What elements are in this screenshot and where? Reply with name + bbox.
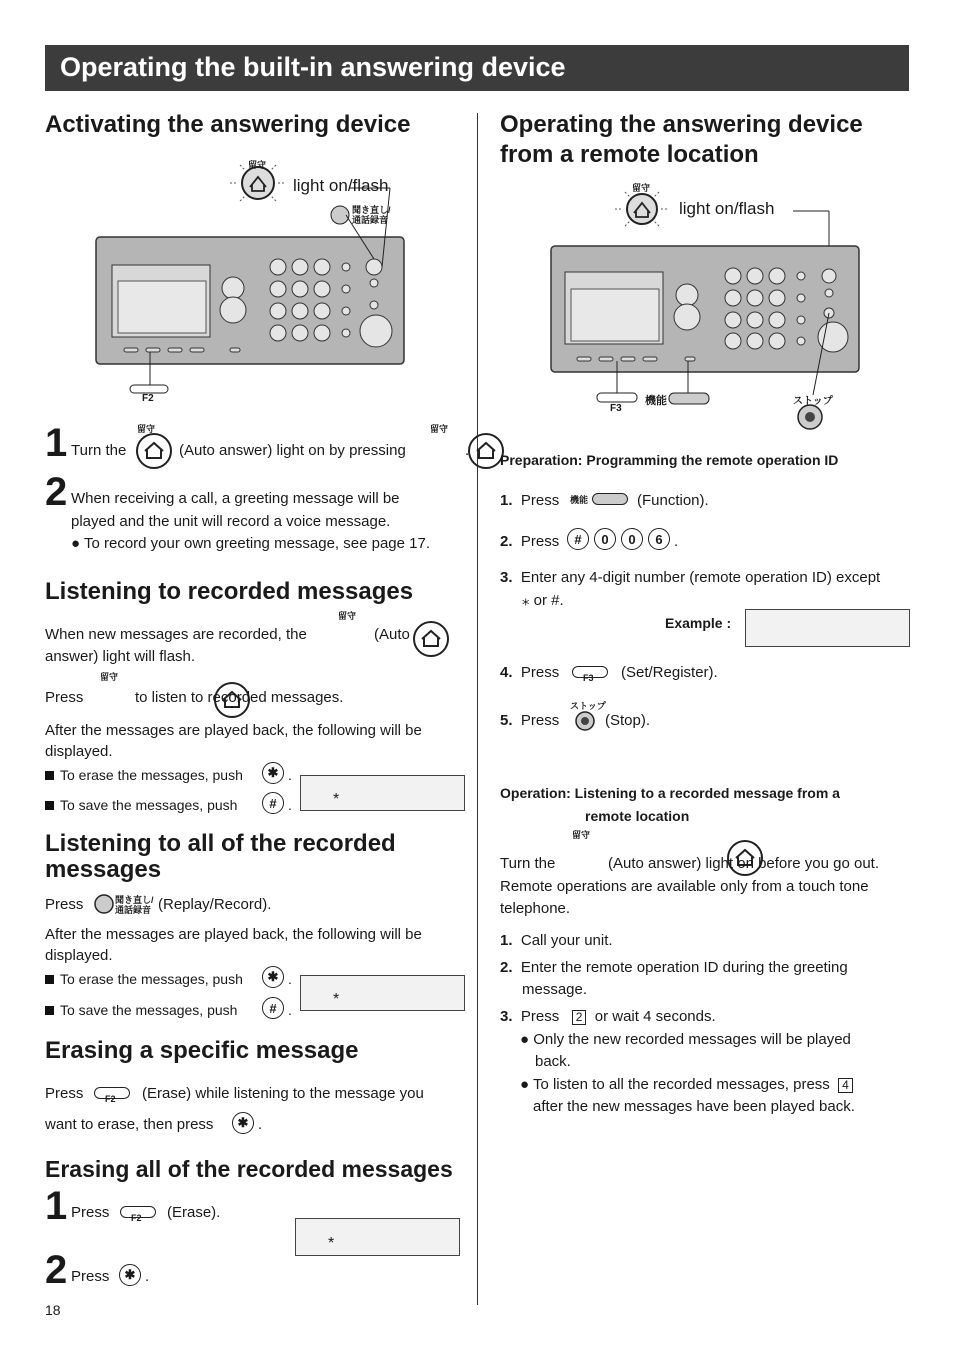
column-divider bbox=[477, 113, 478, 1305]
save-instruction: To save the messages, push bbox=[45, 1000, 237, 1020]
star-key-icon: ✱ bbox=[232, 1112, 254, 1134]
listening-p2a: Press bbox=[45, 689, 84, 706]
prep-step-4b: (Set/Register). bbox=[621, 664, 718, 681]
period: . bbox=[288, 971, 292, 987]
hash-key-icon: # bbox=[262, 792, 284, 814]
kinou-label: 機能 bbox=[570, 495, 589, 505]
step2-bullet: ● To record your own greeting message, see page 17. bbox=[71, 535, 431, 552]
zero-key-icon: 0 bbox=[621, 528, 643, 550]
rusu-label: 留守 bbox=[248, 160, 267, 170]
listening-p1a: When new messages are recorded, the bbox=[45, 626, 307, 643]
prep-step-1b: (Function). bbox=[637, 492, 709, 509]
step1-text-a: Turn the bbox=[71, 442, 127, 459]
step2-text: When receiving a call, a greeting message will be bbox=[71, 490, 400, 507]
replay-record-jp-label: 聞き直し/ 通話録音 bbox=[115, 895, 154, 915]
listening-all-p2: After the messages are played back, the following will be bbox=[45, 926, 422, 943]
f2-key-label: F2 bbox=[142, 393, 154, 404]
prep-step-5: 5. Press bbox=[500, 712, 560, 729]
period: . bbox=[288, 1002, 292, 1018]
heading-remote: Operating the answering device from a remote location bbox=[500, 111, 863, 168]
star-key-icon: ✱ bbox=[262, 762, 284, 784]
op-bullet-2b: after the new messages have been played back. bbox=[533, 1098, 855, 1115]
op-p2b: telephone. bbox=[500, 900, 571, 917]
star-key-icon: ✱ bbox=[262, 966, 284, 988]
replay-record-jp-label: 聞き直し/ 通話録音 bbox=[352, 205, 391, 225]
step-number: 1 bbox=[45, 1184, 68, 1228]
stop-button-icon bbox=[574, 710, 596, 732]
period: . bbox=[465, 442, 470, 459]
erasing-all-step1b: (Erase). bbox=[167, 1204, 221, 1221]
six-key-icon: 6 bbox=[648, 528, 670, 550]
erase-instruction: To erase the messages, push bbox=[45, 765, 243, 785]
prep-step-5b: (Stop). bbox=[605, 712, 651, 729]
period: . bbox=[674, 533, 679, 550]
hash-key-icon: # bbox=[262, 997, 284, 1019]
op-p1b: (Auto answer) light on before you go out. bbox=[608, 855, 879, 872]
stop-jp-label: ストップ bbox=[570, 701, 606, 711]
lcd-display bbox=[300, 775, 465, 811]
f3-key-label: F3 bbox=[610, 403, 622, 414]
step-number: 2 bbox=[45, 1248, 68, 1292]
rusu-label: 留守 bbox=[572, 830, 591, 840]
zero-key-icon: 0 bbox=[594, 528, 616, 550]
heading-listening-all: Listening to all of the recorded messages bbox=[45, 830, 396, 883]
erasing-specific-p1b: (Erase) while listening to the message you bbox=[142, 1085, 424, 1102]
op-p1a: Turn the bbox=[500, 855, 556, 872]
auto-answer-icon bbox=[615, 192, 669, 226]
page-number: 18 bbox=[45, 1302, 61, 1318]
op-step-1: 1. Call your unit. bbox=[500, 932, 613, 949]
rusu-label: 留守 bbox=[430, 424, 449, 434]
key-2-box: 2 bbox=[572, 1010, 587, 1025]
listening-all-p2b: displayed. bbox=[45, 947, 113, 964]
lcd-text: * bbox=[333, 991, 340, 1008]
listening-all-p1a: Press bbox=[45, 896, 84, 913]
hash-key-icon: # bbox=[567, 528, 589, 550]
op-step-2b: message. bbox=[522, 981, 588, 998]
op-heading: Operation: Listening to a recorded message from a remote location bbox=[500, 785, 840, 824]
erase-instruction: To erase the messages, push bbox=[45, 969, 243, 989]
prep-step-1: 1. Press bbox=[500, 492, 560, 509]
op-p2: Remote operations are available only from a touch tone bbox=[500, 878, 869, 895]
lcd-display bbox=[295, 1218, 460, 1256]
op-bullet-1b: back. bbox=[535, 1053, 571, 1070]
listening-p1c: answer) light will flash. bbox=[45, 648, 196, 665]
erasing-all-step1a: Press bbox=[71, 1204, 110, 1221]
step-number: 1 bbox=[45, 421, 68, 465]
op-step-3: 3. Press 2 or wait 4 seconds. bbox=[500, 1008, 716, 1025]
heading-erasing-specific: Erasing a specific message bbox=[45, 1037, 359, 1064]
prep-heading: Preparation: Programming the remote operation ID bbox=[500, 452, 839, 468]
light-on-flash-label: light on/flash bbox=[679, 199, 775, 218]
listening-all-p1b: (Replay/Record). bbox=[158, 896, 272, 913]
erasing-all-step2a: Press bbox=[71, 1268, 110, 1285]
stop-jp-label: ストップ bbox=[793, 396, 833, 407]
page-title: Operating the built-in answering device bbox=[60, 52, 566, 82]
period: . bbox=[288, 767, 292, 783]
op-bullet-2: ● To listen to all the recorded messages, press 4 bbox=[520, 1074, 853, 1096]
lcd-text: * bbox=[333, 791, 340, 808]
auto-answer-icon bbox=[136, 433, 172, 469]
replay-record-button-icon bbox=[93, 893, 115, 915]
light-on-flash-label: light on/flash bbox=[293, 176, 389, 195]
f3-key-label: F3 bbox=[583, 673, 594, 683]
save-instruction: To save the messages, push bbox=[45, 795, 237, 815]
key-4-box: 4 bbox=[838, 1078, 853, 1093]
heading-activating: Activating the answering device bbox=[45, 111, 411, 138]
step2-text2: played and the unit will record a voice message. bbox=[71, 513, 391, 530]
listening-p3b: displayed. bbox=[45, 743, 113, 760]
heading-listening: Listening to recorded messages bbox=[45, 578, 414, 605]
prep-step-3b: ⁎ or #. bbox=[522, 592, 564, 609]
period: . bbox=[288, 797, 292, 813]
op-step-2: 2. Enter the remote operation ID during the greeting bbox=[500, 959, 848, 976]
period: . bbox=[145, 1268, 150, 1285]
heading-erasing-all: Erasing all of the recorded messages bbox=[45, 1156, 453, 1182]
period: . bbox=[258, 1116, 263, 1133]
example-label: Example : bbox=[665, 615, 732, 631]
listening-p2b: to listen to recorded messages. bbox=[135, 689, 344, 706]
prep-step-2: 2. Press bbox=[500, 533, 560, 550]
lcd-display bbox=[745, 609, 910, 647]
f2-key-label: F2 bbox=[131, 1213, 142, 1223]
prep-step-3: 3. Enter any 4-digit number (remote operation ID) except bbox=[500, 569, 881, 586]
rusu-label: 留守 bbox=[137, 424, 156, 434]
erasing-specific-p1a: Press bbox=[45, 1085, 84, 1102]
lcd-text: * bbox=[328, 1235, 335, 1252]
rusu-label: 留守 bbox=[632, 183, 651, 193]
f2-key-label: F2 bbox=[105, 1094, 116, 1104]
step-number: 2 bbox=[45, 470, 68, 514]
step1-text-b: (Auto answer) light on by pressing bbox=[179, 442, 406, 459]
rusu-label: 留守 bbox=[100, 672, 119, 682]
rusu-label: 留守 bbox=[338, 611, 357, 621]
op-bullet-1: ● Only the new recorded messages will be played bbox=[520, 1031, 851, 1048]
listening-p1b: (Auto bbox=[374, 626, 410, 643]
erasing-specific-p1c: want to erase, then press bbox=[45, 1116, 214, 1133]
auto-answer-icon bbox=[413, 621, 449, 657]
listening-p3: After the messages are played back, the following will be bbox=[45, 722, 422, 739]
lcd-display bbox=[300, 975, 465, 1011]
page-banner bbox=[45, 45, 909, 91]
star-key-icon: ✱ bbox=[119, 1264, 141, 1286]
prep-step-4: 4. Press bbox=[500, 664, 560, 681]
function-button-icon bbox=[592, 493, 628, 505]
kinou-label: 機能 bbox=[645, 395, 667, 407]
